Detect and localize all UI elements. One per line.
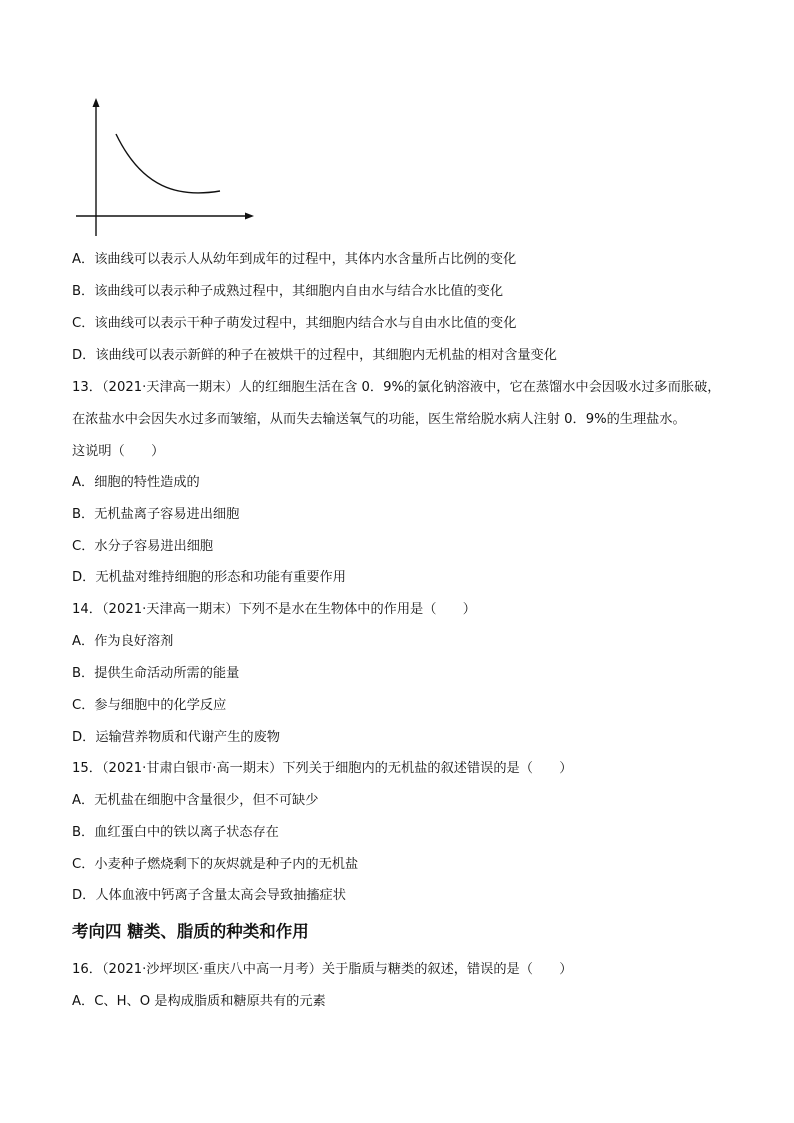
q13-option-d: D．无机盐对维持细胞的形态和功能有重要作用	[72, 570, 346, 585]
q14-option-b: B．提供生命活动所需的能量	[72, 666, 240, 681]
q15-stem: 15．（2021·甘肃白银市·高一期末）下列关于细胞内的无机盐的叙述错误的是（ ）	[72, 761, 573, 776]
q12-option-b: B．该曲线可以表示种子成熟过程中，其细胞内自由水与结合水比值的变化	[72, 284, 504, 299]
q15-option-b: B．血红蛋白中的铁以离子状态存在	[72, 825, 279, 840]
q13-option-a: A．细胞的特性造成的	[72, 475, 200, 490]
y-axis-arrow	[93, 98, 100, 107]
section-heading: 考向四 糖类、脂质的种类和作用	[72, 922, 309, 941]
q12-option-a: A．该曲线可以表示人从幼年到成年的过程中，其体内水含量所占比例的变化	[72, 252, 517, 267]
q16-stem: 16．（2021·沙坪坝区·重庆八中高一月考）关于脂质与糖类的叙述，错误的是（ ）	[72, 962, 573, 977]
q12-option-c: C．该曲线可以表示干种子萌发过程中，其细胞内结合水与自由水比值的变化	[72, 316, 517, 331]
q14-stem: 14．（2021·天津高一期末）下列不是水在生物体中的作用是（ ）	[72, 602, 476, 617]
x-axis-arrow	[245, 213, 254, 220]
q13-stem-line-3: 这说明（ ）	[72, 444, 165, 459]
q14-option-a: A．作为良好溶剂	[72, 634, 174, 649]
q14-option-c: C．参与细胞中的化学反应	[72, 698, 227, 713]
q13-stem-line-1: 13．（2021·天津高一期末）人的红细胞生活在含 0．9%的氯化钠溶液中，它在蒸馏水中会因吸水过多而胀破，	[72, 380, 721, 395]
q13-option-c: C．水分子容易进出细胞	[72, 539, 214, 554]
q13-stem-line-2: 在浓盐水中会因失水过多而皱缩，从而失去输送氧气的功能，医生常给脱水病人注射 0．9%的生理盐水。	[72, 412, 686, 427]
q13-option-b: B．无机盐离子容易进出细胞	[72, 507, 240, 522]
q12-option-d: D．该曲线可以表示新鲜的种子在被烘干的过程中，其细胞内无机盐的相对含量变化	[72, 348, 557, 363]
curve-graph	[70, 96, 260, 241]
q15-option-c: C．小麦种子燃烧剩下的灰烬就是种子内的无机盐	[72, 857, 359, 872]
decreasing-curve	[116, 134, 220, 193]
q15-option-a: A．无机盐在细胞中含量很少，但不可缺少	[72, 793, 319, 808]
q15-option-d: D．人体血液中钙离子含量太高会导致抽搐症状	[72, 888, 346, 903]
q16-option-a: A．C、H、O 是构成脂质和糖原共有的元素	[72, 994, 326, 1009]
q14-option-d: D．运输营养物质和代谢产生的废物	[72, 730, 280, 745]
